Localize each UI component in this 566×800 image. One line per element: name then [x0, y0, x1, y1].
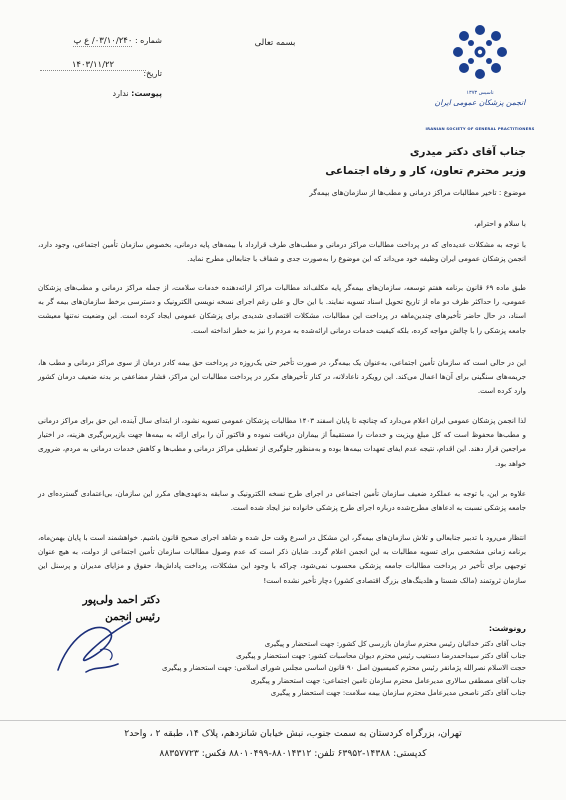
- letter-attachment: [40, 89, 162, 103]
- addressee-title: وزیر محترم تعاون، کار و رفاه اجتماعی: [325, 165, 526, 177]
- addressee-name: جناب آقای دکتر میدری: [409, 146, 526, 158]
- letter-date: [40, 60, 162, 84]
- cc-list: [160, 638, 526, 699]
- body-paragraph: علاوه بر این، با توجه به عملکرد ضعیف سازمان تأمین اجتماعی در اجرای طرح نسخه الکترونیک و سابقه بدعهدی‌های مکرر این سازمان، بی‌اعتمادی گسترده‌ای در جامعه پزشکی نسبت به ادعاهای مطرح‌شده درباره اجرای طرح پزشکی خانواده نیز ایجاد شده است.: [38, 489, 526, 513]
- cc-item: جناب آقای مصطفی سالاری مدیرعامل محترم سازمان تامین اجتماعی: جهت استحضار و پیگیری: [250, 676, 526, 685]
- cc-item: حجت الاسلام نصرالله پژمانفر رئیس محترم کمیسیون اصل ۹۰ قانون اساسی مجلس شورای اسلامی: جهت استحضار و پیگیری: [162, 664, 526, 673]
- logo-name-en: IRANIAN SOCIETY OF GENERAL PRACTITIONERS: [425, 126, 535, 131]
- attachment-value: ندارد: [112, 89, 129, 98]
- body-paragraph: با توجه به مشکلات عدیده‌ای که در پرداخت مطالبات مراکز درمانی و مطب‌های طرف قرارداد با بیمه‌های پایه درمانی، بخصوص سازمان تأمین اجتماعی، وجود دارد، انجمن پزشکان عمومی ایران وظیفه خود می‌داند که این موضوع را به‌صورت جدی و شفاف با جنابعالی مطرح نماید.: [38, 240, 526, 264]
- date-value: ۱۴۰۳/۱۱/۲۲: [40, 60, 146, 71]
- signer-name: دکتر احمد ولی‌پور: [82, 594, 160, 606]
- bismillah: بسمه تعالی: [254, 38, 296, 48]
- number-value: ۰۳/۱۰/۲۴۰/ ع پ: [73, 36, 133, 46]
- greeting: با سلام و احترام،: [473, 219, 526, 228]
- cc-item: جناب آقای دکتر سیداحمدرضا دستغیب رئیس محترم دیوان محاسبات کشور: جهت استحضار و پیگیری: [236, 652, 526, 661]
- handwritten-signature-icon: [38, 600, 158, 680]
- number-label: شماره :: [134, 36, 162, 45]
- society-logo: [425, 22, 535, 140]
- body-paragraph: لذا انجمن پزشکان عمومی ایران اعلام می‌دارد که چنانچه تا پایان اسفند ۱۴۰۳ مطالبات پزشکان عمومی تسویه نشود، از ابتدای سال آینده، این حق برای مراکز درمانی و مطب‌ها محفوظ است که کل مبلغ ویزیت و خدمات را مستقیماً از بیماران دریافت نموده و فاکتور آن را برای ارائه به بیمه‌ها جهت بازپرس‌گیری هزینه، در اختیار مراجعین قرار دهند. این اقدام، نتیجه عدم ایفای تعهدات بیمه‌ها بوده و به‌منظور جلوگیری از تعطیلی مراکز درمانی و مطب‌ها و کاهش خدمات درمانی به مردم، ضروری خواهد بود.: [38, 416, 526, 468]
- body-paragraph: طبق ماده ۶۹ قانون برنامه هفتم توسعه، سازمان‌های بیمه‌گر پایه مکلف‌اند مطالبات مراکز ارائه‌دهنده خدمات سلامت، از جمله مراکز درمانی و مطب‌های پزشکان عمومی، را حداکثر ظرف دو ماه از تاریخ تحویل اسناد تسویه نمایند. با این حال و علی رغم اجرای نسخه نویسی الکترونیک و دسترسی برخط سازمان‌های بیمه گر به اسناد، در حال حاضر تأخیرهای چندین‌ماهه در پرداخت این مطالبات، مشکلات اقتصادی شدیدی برای پزشکان عمومی ایجاد کرده است. این وضعیت نه‌تنها معیشت جامعه پزشکی را با چالش مواجه کرده، بلکه کیفیت خدمات درمانی ارائه‌شده به مردم را نیز به خطر انداخته است.: [38, 283, 526, 335]
- logo-emblem-icon: [430, 22, 530, 92]
- cc-title: رونوشت:: [488, 624, 526, 633]
- body-paragraph: انتظار می‌رود با تدبیر جنابعالی و تلاش سازمان‌های بیمه‌گر، این مشکل در اسرع وقت حل شده و شاهد اجرای صحیح قانون باشیم. خواهشمند است با پایان بهمن‌ماه، برنامه زمانی مشخصی برای تسویه مطالبات به این انجمن اعلام گردد. شایان ذکر است که عدم وصول مطالبات سازمان تأمین اجتماعی از دولت، به هیچ عنوان توجیهی برای تأخیر در پرداخت مطالبات جامعه پزشکی محسوب نمی‌شود، چراکه با وجود این مشکلات، پرداخت پاداش‌ها، حقوق و مزایای مدیران و پرسنل این سازمان ثروتمند (مالک شستا و هلدینگ‌های بزرگ اقتصادی کشور) دچار تأخیر نشده است!: [38, 533, 526, 585]
- logo-name-fa: انجمن پزشکان عمومی ایران: [434, 98, 526, 107]
- date-label: تاریخ:: [143, 69, 162, 78]
- logo-founded: تاسیس ۱۳۷۳: [466, 90, 494, 96]
- signer-title: رئیس انجمن: [105, 611, 160, 623]
- cc-item: جناب آقای دکتر خدائیان رئیس محترم سازمان بازرسی کل کشور: جهت استحضار و پیگیری: [264, 640, 526, 648]
- footer-address: تهران، بزرگراه کردستان به سمت جنوب، نبش خیابان شانزدهم، پلاک ۱۴، طبقه ۲ ، واحد۲: [124, 728, 462, 739]
- attachment-label: پیوست:: [131, 89, 162, 98]
- footer-contact: کدپستی: ۱۴۳۸۸-۶۳۹۵۲ تلفن: ۸۸۰۱۴۳۱۲-۸۸۰۱۰۴۹۹ فکس: ۸۸۳۵۷۷۲۳: [159, 748, 427, 759]
- cc-item: جناب آقای دکتر ناصحی مدیرعامل محترم سازمان بیمه سلامت: جهت استحضار و پیگیری: [270, 688, 526, 697]
- footer-divider: [0, 720, 566, 721]
- body-paragraph: این در حالی است که سازمان تأمین اجتماعی، به‌عنوان یک بیمه‌گر، در صورت تأخیر حتی یک‌روزه در پرداخت حق بیمه کادر درمان از سوی مراکز درمانی و مطب ها، جریمه‌های سنگینی برای آن‌ها اعمال می‌کند. این رویکرد ناعادلانه، در کنار تأخیرهای مکرر در پرداخت مطالبات این مراکز، فشار مضاعفی بر بدنه ضعیف درمان کشور وارد کرده است.: [38, 358, 526, 396]
- letter-subject: موضوع : تاخیر مطالبات مراکز درمانی و مطب‌ها از سازمان‌های بیمه‌گر: [309, 188, 526, 197]
- letter-number: [40, 36, 162, 50]
